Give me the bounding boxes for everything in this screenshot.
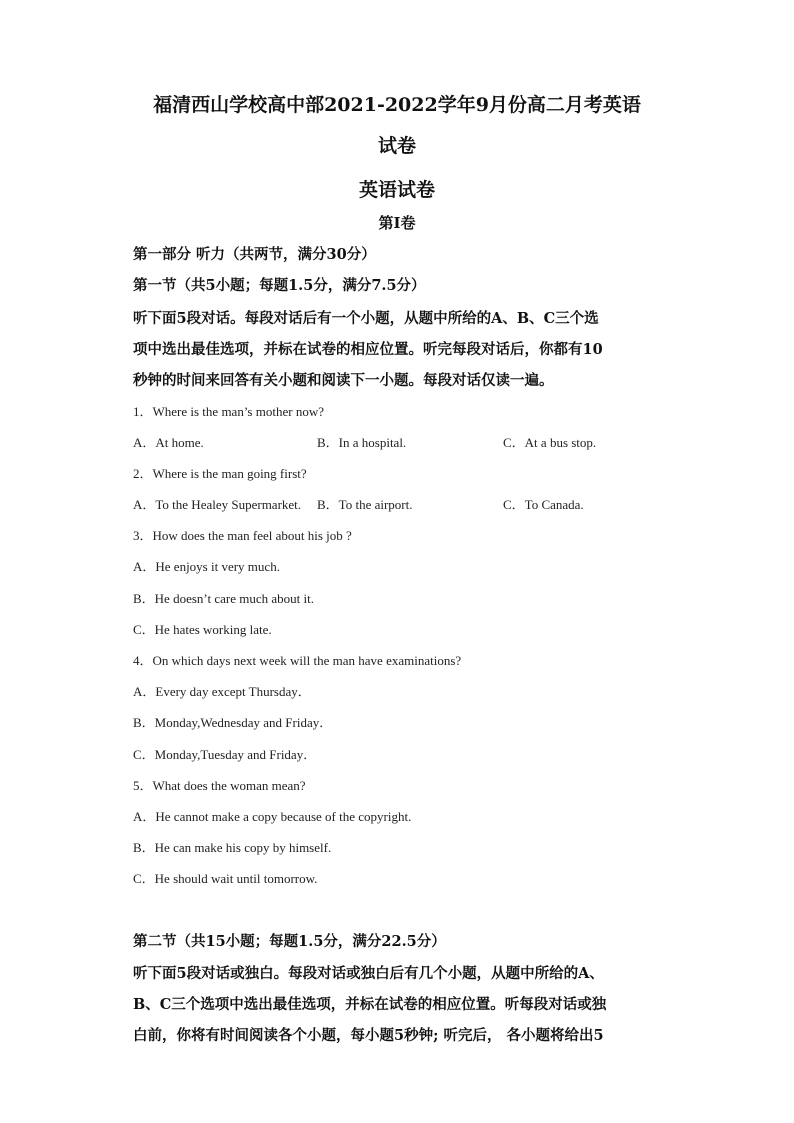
option-a: A．To the Healey Supermarket.	[133, 497, 302, 512]
option-c: C．He should wait until tomorrow.	[133, 871, 318, 886]
question-stem: 5．What does the woman mean?	[133, 778, 306, 793]
option-b: B．He can make his copy by himself.	[133, 840, 332, 855]
section2-instruction-line: B、C三个选项中选出最佳选项，并标在试卷的相应位置。听每段对话或独	[133, 996, 607, 1013]
section1-instruction-line: 秒钟的时间来回答有关小题和阅读下一小题。每段对话仅读一遍。	[133, 372, 554, 389]
option-b: B．To the airport.	[317, 497, 413, 512]
option-a: A．He cannot make a copy because of the copyright.	[133, 809, 412, 824]
option-a: A．At home.	[133, 435, 204, 450]
question-options-row	[0, 494, 794, 512]
section1-heading: 第一节（共5小题；每题1.5分，满分7.5分）	[133, 277, 426, 294]
section2-instruction-line: 听下面5段对话或独白。每段对话或独白后有几个小题，从题中所给的A、	[133, 965, 604, 982]
section2-heading: 第二节（共15小题；每题1.5分，满分22.5分）	[133, 933, 446, 950]
option-c: C．To Canada.	[503, 497, 584, 512]
question-options-row	[0, 432, 794, 450]
question-stem: 4．On which days next week will the man have examinations?	[133, 653, 462, 668]
section1-instruction-line: 听下面5段对话。每段对话后有一个小题，从题中所给的A、B、C三个选	[133, 310, 599, 327]
option-b: B．He doesn’t care much about it.	[133, 591, 314, 606]
question-stem: 3．How does the man feel about his job ?	[133, 528, 352, 543]
section1-instruction-line: 项中选出最佳选项，并标在试卷的相应位置。听完每段对话后，你都有10	[133, 341, 603, 358]
part1-heading: 第一部分 听力（共两节，满分30分）	[133, 246, 376, 263]
section2-instruction-line: 白前，你将有时间阅读各个小题，每小题5秒钟; 听完后， 各小题将给出5	[133, 1027, 604, 1044]
option-a: A．He enjoys it very much.	[133, 559, 280, 574]
option-c: C．At a bus stop.	[503, 435, 597, 450]
option-c: C．He hates working late.	[133, 622, 272, 637]
option-b: B．Monday,Wednesday and Friday．	[133, 715, 333, 730]
option-a: A．Every day except Thursday．	[133, 684, 311, 699]
option-c: C．Monday,Tuesday and Friday．	[133, 747, 317, 762]
question-stem: 1．Where is the man’s mother now?	[133, 404, 324, 419]
exam-title-line1: 福清西山学校高中部2021-2022学年9月份高二月考英语	[153, 94, 641, 116]
subject-title: 英语试卷	[358, 179, 435, 201]
volume-label: 第I卷	[378, 214, 416, 232]
option-b: B．In a hospital.	[317, 435, 407, 450]
exam-title-line2: 试卷	[377, 135, 416, 157]
question-stem: 2．Where is the man going first?	[133, 466, 307, 481]
